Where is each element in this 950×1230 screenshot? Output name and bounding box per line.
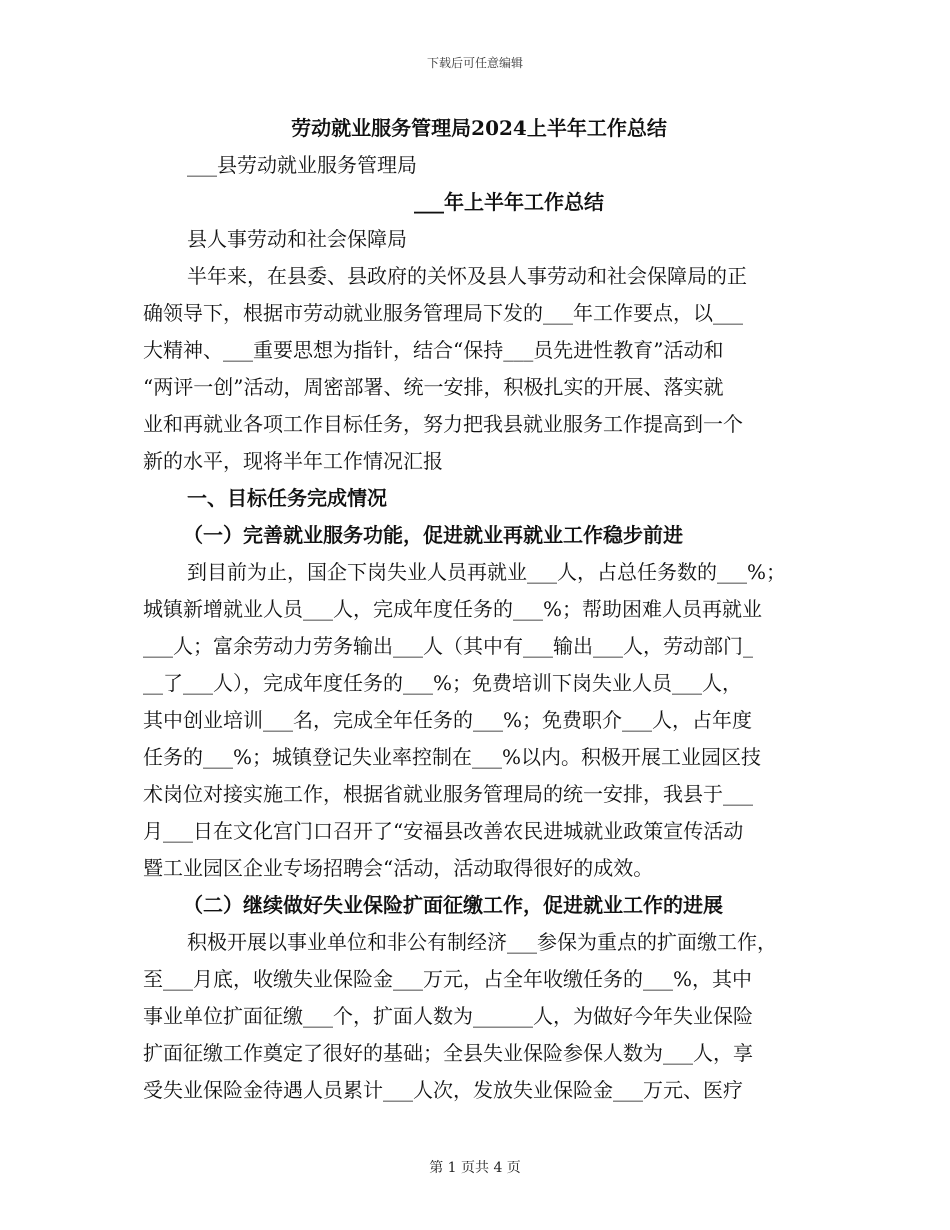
subheading-title: ___年上半年工作总结 bbox=[414, 190, 604, 214]
page-footer: 第 1 页共 4 页 bbox=[429, 1160, 521, 1176]
paragraph-line: __了___人），完成年度任务的___%；免费培训下岗失业人员___人， bbox=[143, 671, 743, 695]
paragraph-line: 城镇新增就业人员___人，完成年度任务的___%；帮助困难人员再就业 bbox=[143, 597, 763, 621]
paragraph-line: 受失业保险金待遇人员累计___人次，发放失业保险金___万元、医疗 bbox=[143, 1078, 743, 1102]
intro-line: “两评一创”活动，周密部署、统一安排，积极扎实的开展、落实就 bbox=[143, 375, 724, 399]
paragraph-line: ___人；富余劳动力劳务输出___人（其中有___输出___人，劳动部门_ bbox=[143, 634, 753, 658]
paragraph-line: 其中创业培训___名，完成全年任务的___%；免费职介___人，占年度 bbox=[143, 708, 753, 732]
subsection-heading: （一）完善就业服务功能，促进就业再就业工作稳步前进 bbox=[183, 523, 683, 547]
intro-line: 半年来，在县委、县政府的关怀及县人事劳动和社会保障局的正 bbox=[187, 264, 747, 288]
subsection-heading: （二）继续做好失业保险扩面征缴工作，促进就业工作的进展 bbox=[183, 893, 723, 917]
paragraph-line: 扩面征缴工作奠定了很好的基础；全县失业保险参保人数为___人，享 bbox=[143, 1041, 753, 1065]
paragraph-line: 任务的___%；城镇登记失业率控制在___%以内。积极开展工业园区技 bbox=[143, 745, 762, 769]
paragraph-line: 暨工业园区企业专场招聘会“活动，活动取得很好的成效。 bbox=[143, 856, 654, 880]
paragraph-line: 术岗位对接实施工作，根据省就业服务管理局的统一安排，我县于___ bbox=[143, 782, 753, 806]
paragraph-line: 至___月底，收缴失业保险金___万元，占全年收缴任务的___%，其中 bbox=[143, 967, 753, 991]
section-heading: 一、目标任务完成情况 bbox=[187, 486, 387, 510]
paragraph-line: 事业单位扩面征缴___个，扩面人数为______人，为做好今年失业保险 bbox=[143, 1004, 753, 1028]
paragraph-line: 积极开展以事业单位和非公有制经济___参保为重点的扩面缴工作， bbox=[187, 930, 777, 954]
paragraph-line: 到目前为止，国企下岗失业人员再就业___人，占总任务数的___%； bbox=[187, 560, 787, 584]
page-header: 下载后可任意编辑 bbox=[426, 56, 523, 70]
document-body bbox=[143, 110, 803, 1109]
intro-line: 大精神、___重要思想为指针，结合“保持___员先进性教育”活动和 bbox=[143, 338, 724, 362]
intro-line: 业和再就业各项工作目标任务，努力把我县就业服务工作提高到一个 bbox=[143, 412, 743, 436]
document-title: 劳动就业服务管理局2024上半年工作总结 bbox=[291, 116, 667, 140]
intro-line: 确领导下，根据市劳动就业服务管理局下发的___年工作要点，以___ bbox=[143, 301, 743, 325]
paragraph-line: 月___日在文化宫门口召开了“安福县改善农民进城就业政策宣传活动 bbox=[143, 819, 744, 843]
addressee: 县人事劳动和社会保障局 bbox=[187, 227, 407, 251]
subheading-org: ___县劳动就业服务管理局 bbox=[187, 153, 417, 177]
intro-line: 新的水平，现将半年工作情况汇报 bbox=[143, 449, 443, 473]
